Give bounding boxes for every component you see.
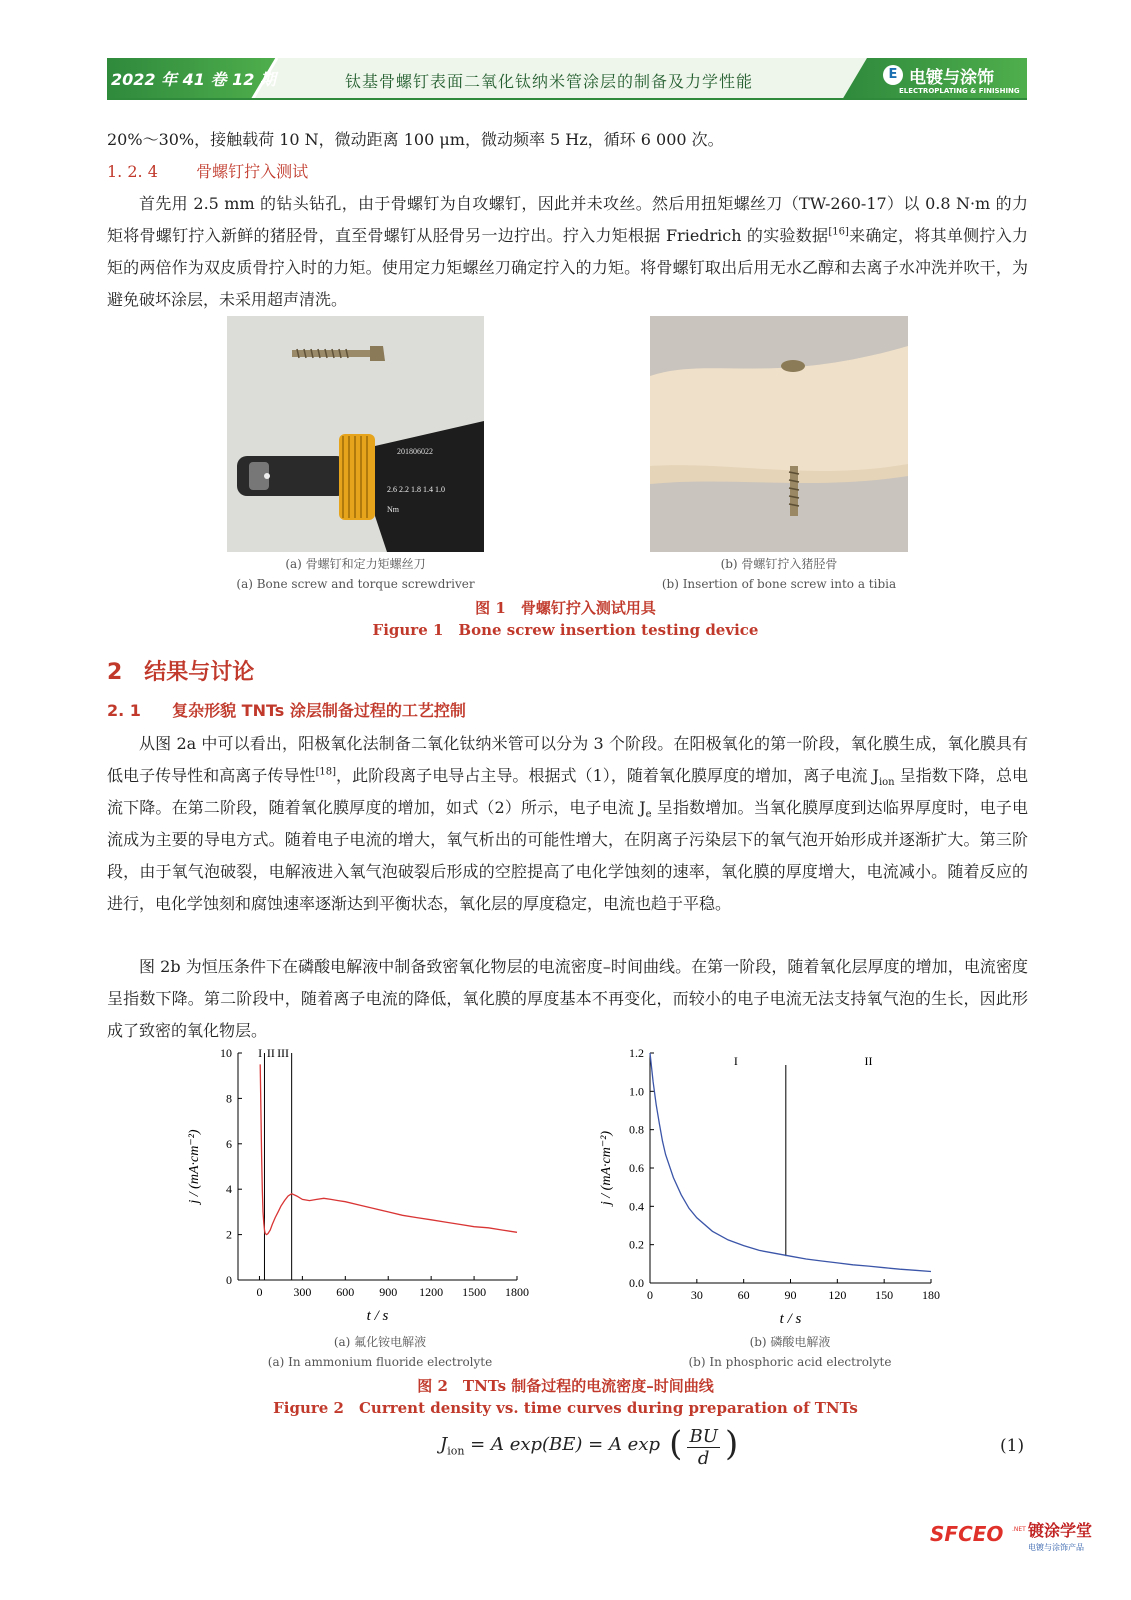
footer-cn: 镀涂学堂 — [1028, 1521, 1093, 1540]
fig1a-caption-en: (a) Bone screw and torque screwdriver — [236, 577, 475, 591]
fig1b-caption — [630, 554, 928, 594]
y-axis-label: j / (mA·cm⁻²) — [599, 1130, 614, 1206]
eq-numerator: BU — [689, 1426, 718, 1447]
x-tick-label: 1500 — [462, 1285, 487, 1299]
x-tick-label: 600 — [336, 1285, 355, 1299]
fig2a-caption-en: (a) In ammonium fluoride electrolyte — [267, 1355, 493, 1369]
chart-b-phosphoric-acid — [585, 1040, 955, 1340]
eq-paren-close: ) — [724, 1424, 739, 1464]
para1-tail: 来确定，将其单侧拧入力矩的两倍作为双皮质骨拧入时的力矩。使用定力矩螺丝刀确定拧入的力矩。将骨螺钉取出后用无水乙醇和去离子水冲洗并吹干，为避免破坏涂层，未采用超声清洗。 — [107, 226, 1028, 309]
y-tick-label: 4 — [226, 1182, 232, 1197]
fig2-title-en: Figure 2 Current density vs. time curves during preparation of TNTs — [273, 1399, 858, 1417]
section-heading-1-2-4 — [107, 156, 1028, 188]
eq-paren-open: ( — [669, 1424, 683, 1464]
x-tick-label: 30 — [690, 1288, 703, 1302]
x-tick-label: 300 — [293, 1285, 312, 1299]
y-tick-label: 2 — [226, 1227, 232, 1242]
fig2b-caption-cn: (b) 磷酸电解液 — [749, 1335, 831, 1349]
para2-text-a: 从图 2a 中可以看出，阳极氧化法制备二氧化钛纳米管可以分为 3 个阶段。在阳极氧化的第一阶段，氧化膜生成，氧化膜具有低电子传导性和高离子传导性 — [107, 734, 1028, 785]
eq-fraction — [687, 1426, 719, 1469]
para2-text-c: 呈指数下降，总电流下降。在第二阶段，随着氧化膜厚度的增加，如式（2）所示，电子电流 J — [107, 766, 1028, 817]
section-heading-2: 2 结果与讨论 — [107, 660, 255, 685]
scale-unit: Nm — [387, 505, 399, 514]
eq-middle: = A exp(BE) = A exp — [464, 1434, 661, 1455]
x-axis-label: t / s — [366, 1308, 389, 1324]
para2-text-b: ，此阶段离子电导占主导。根据式（1），随着氧化膜厚度的增加，离子电流 J — [336, 766, 879, 785]
paragraph-1 — [107, 188, 1028, 316]
page-header — [107, 58, 1027, 100]
subscript-ion: ion — [878, 777, 895, 789]
section-title: 复杂形貌 TNTs 涂层制备过程的工艺控制 — [172, 701, 466, 720]
stage-label: I — [258, 1046, 263, 1060]
scale-label: 1.8 — [411, 485, 421, 494]
fig2a-caption — [220, 1332, 540, 1372]
footer-sub: 电镀与涂饰产品 — [1028, 1543, 1084, 1552]
x-tick-label: 180 — [922, 1288, 940, 1302]
stage-label: II — [266, 1046, 275, 1060]
scale-label: 1.4 — [423, 485, 433, 494]
x-tick-label: 150 — [875, 1288, 894, 1302]
x-tick-label: 0 — [256, 1285, 263, 1299]
citation-18: [18] — [315, 766, 336, 778]
eq-J: J — [440, 1434, 448, 1455]
y-tick-label: 0.0 — [629, 1276, 644, 1290]
section-number: 1. 2. 4 — [107, 162, 158, 181]
journal-logo-icon: E — [883, 65, 903, 85]
footer-watermark-logo — [930, 1512, 1100, 1562]
stage-label: I — [733, 1054, 738, 1068]
subscript-e: e — [645, 809, 652, 821]
y-tick-label: 8 — [226, 1091, 232, 1106]
para2-text-d: 呈指数增加。当氧化膜厚度到达临界厚度时，电子电流成为主要的导电方式。随着电子电流的增大，氧气析出的可能性增大，在阴离子污染层下的氧气泡开始形成并逐渐扩大。第三阶段，由于氧气泡破裂，电解液进入氧气泡破裂后形成的空腔提高了电化学蚀刻的速率，氧化膜的厚度增大，电流减小。随着反应的进行，电化学蚀刻和腐蚀速率逐渐达到平衡状态，氧化层的厚度稳定，电流也趋于平稳。 — [107, 798, 1028, 913]
fig1a-caption — [227, 554, 484, 594]
photo-screw-in-tibia — [650, 316, 908, 552]
text-line-0: 20%～30%，接触载荷 10 N，微动距离 100 μm，微动频率 5 Hz，循环 6 000 次。 — [107, 130, 724, 149]
para1-text: 首先用 2.5 mm 的钻头钻孔，由于骨螺钉为自攻螺钉，因此并未攻丝。然后用扭矩螺丝刀（TW-260-17）以 0.8 N·m 的力矩将骨螺钉拧入新鲜的猪胫骨，直至骨螺钉从胫骨另一边拧出。拧入力矩根据 Friedrich 的实验数据 — [107, 194, 1028, 245]
section-title: 骨螺钉拧入测试 — [196, 162, 309, 181]
footer-brand: SFCEO — [930, 1522, 1004, 1546]
fig1b-caption-cn: (b) 骨螺钉拧入猪胫骨 — [720, 557, 838, 571]
data-series-line — [260, 1064, 517, 1234]
equation-1 — [440, 1424, 738, 1474]
equation-lhs — [440, 1434, 660, 1458]
fig2b-caption — [630, 1332, 950, 1372]
y-tick-label: 1.0 — [629, 1084, 644, 1099]
scale-label: 2.6 — [387, 485, 397, 494]
fig1b-caption-en: (b) Insertion of bone screw into a tibia — [661, 577, 897, 591]
y-tick-label: 0 — [226, 1273, 232, 1287]
citation-16: [16] — [828, 226, 849, 238]
data-series-line — [650, 1053, 931, 1272]
y-tick-label: 0.2 — [629, 1237, 644, 1252]
y-axis-label: j / (mA·cm⁻²) — [187, 1129, 202, 1204]
footer-brand-sup: .NET — [1012, 1526, 1026, 1533]
scale-label: 2.2 — [399, 485, 409, 494]
stage-label: III — [277, 1046, 290, 1060]
x-axis-label: t / s — [779, 1311, 802, 1327]
fig2b-caption-en: (b) In phosphoric acid electrolyte — [688, 1355, 892, 1369]
y-tick-label: 10 — [220, 1046, 232, 1060]
eq-sub-ion: ion — [447, 1444, 465, 1458]
x-tick-label: 120 — [828, 1288, 847, 1302]
scale-label: 1.0 — [435, 485, 445, 494]
stage-label: II — [864, 1054, 873, 1068]
journal-issue: 2022 年 41 卷 12 期 — [111, 70, 276, 89]
y-tick-label: 1.2 — [629, 1046, 644, 1060]
running-title: 钛基骨螺钉表面二氧化钛纳米管涂层的制备及力学性能 — [345, 72, 754, 91]
fig2a-caption-cn: (a) 氟化铵电解液 — [333, 1335, 427, 1349]
paragraph-3: 图 2b 为恒压条件下在磷酸电解液中制备致密氧化物层的电流密度–时间曲线。在第一阶段，随着氧化层厚度的增加，电流密度呈指数下降。第二阶段中，随着离子电流的降低，氧化膜的厚度基本不再变化，而较小的电子电流无法支持氧气泡的生长，因此形成了致密的氧化物层。 — [107, 957, 1028, 1040]
section-number: 2. 1 — [107, 701, 141, 720]
paragraph-2 — [107, 728, 1028, 920]
x-tick-label: 60 — [737, 1288, 750, 1302]
fig1-title-en: Figure 1 Bone screw insertion testing device — [372, 621, 759, 639]
section-heading-2-1 — [107, 698, 466, 721]
fig1-title-cn: 图 1 骨螺钉拧入测试用具 — [475, 599, 656, 617]
x-tick-label: 90 — [784, 1288, 797, 1302]
y-tick-label: 6 — [226, 1136, 232, 1151]
x-tick-label: 1800 — [505, 1285, 529, 1299]
fig2-title-cn: 图 2 TNTs 制备过程的电流密度–时间曲线 — [417, 1377, 714, 1395]
equation-number: (1) — [1000, 1436, 1025, 1456]
journal-logo-cn: 电镀与涂饰 — [909, 68, 994, 88]
eq-denominator: d — [697, 1448, 710, 1469]
journal-logo-en: ELECTROPLATING & FINISHING — [899, 87, 1020, 95]
x-tick-label: 900 — [379, 1285, 398, 1299]
y-tick-label: 0.6 — [629, 1161, 644, 1175]
x-tick-label: 0 — [647, 1288, 653, 1302]
screwdriver-illustration — [227, 316, 484, 552]
x-tick-label: 1200 — [419, 1285, 444, 1299]
tibia-illustration — [650, 316, 908, 552]
y-tick-label: 0.8 — [629, 1122, 644, 1137]
fig1a-caption-cn: (a) 骨螺钉和定力矩螺丝刀 — [285, 557, 426, 571]
photo-bone-screw-screwdriver — [227, 316, 484, 552]
chart-a-ammonium-fluoride — [180, 1040, 550, 1340]
y-tick-label: 0.4 — [629, 1199, 644, 1214]
driver-serial: 201806022 — [397, 447, 433, 456]
